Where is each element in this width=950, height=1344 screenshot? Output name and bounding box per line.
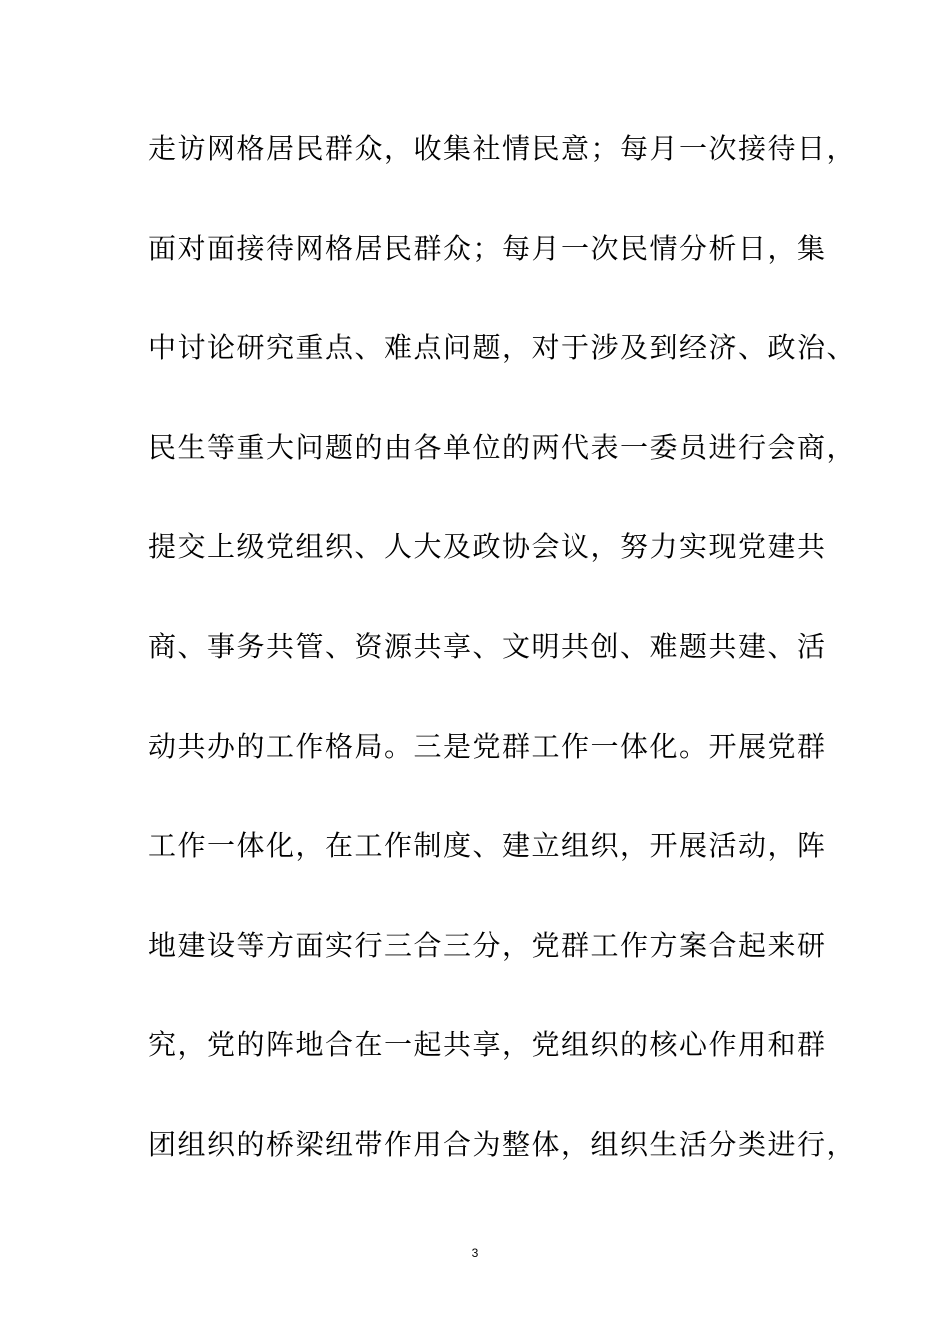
text-line: 走访网格居民群众，收集社情民意；每月一次接待日， xyxy=(148,132,857,165)
text-line: 民生等重大问题的由各单位的两代表一委员进行会商， xyxy=(148,430,857,464)
text-line: 商、事务共管、资源共享、文明共创、难题共建、活 xyxy=(148,629,827,663)
text-line: 动共办的工作格局。三是党群工作一体化。开展党群 xyxy=(148,729,827,763)
text-line: 面对面接待网格居民群众；每月一次民情分析日，集 xyxy=(148,231,827,265)
text-line: 工作一体化，在工作制度、建立组织，开展活动，阵 xyxy=(148,829,827,863)
text-line: 提交上级党组织、人大及政协会议，努力实现党建共 xyxy=(148,530,827,564)
text-line: 团组织的桥梁纽带作用合为整体，组织生活分类进行， xyxy=(148,1127,857,1161)
text-line: 究，党的阵地合在一起共享，党组织的核心作用和群 xyxy=(148,1028,827,1062)
text-line: 中讨论研究重点、难点问题，对于涉及到经济、政治、 xyxy=(148,331,857,365)
page-number: 3 xyxy=(471,1246,479,1260)
text-line: 地建设等方面实行三合三分，党群工作方案合起来研 xyxy=(148,928,827,962)
body-text xyxy=(148,124,857,1220)
